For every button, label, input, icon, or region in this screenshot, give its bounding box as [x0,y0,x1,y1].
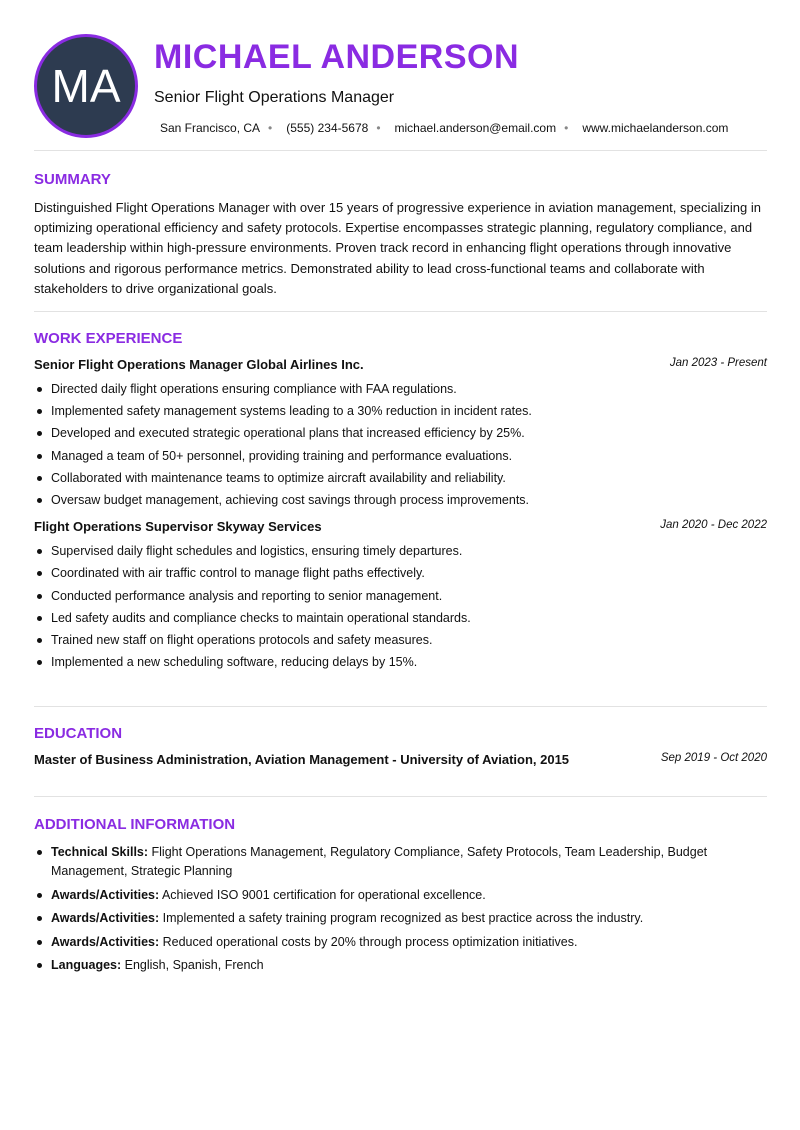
item-text: Achieved ISO 9001 certification for operational excellence. [159,887,486,902]
job-role: Senior Flight Operations Manager Global Airlines Inc. [34,357,364,372]
education-section [34,725,767,773]
website[interactable]: www.michaelanderson.com [582,121,729,135]
job-bullet: Conducted performance analysis and reporting to senior management. [34,585,767,607]
summary-section [34,171,767,299]
education-date: Sep 2019 - Oct 2020 [660,752,767,764]
job-bullet: Managed a team of 50+ personnel, providing training and performance evaluations. [34,445,767,467]
job-bullet: Trained new staff on flight operations protocols and safety measures. [34,629,767,651]
item-label: Awards/Activities: [51,911,160,925]
job-role: Flight Operations Supervisor Skyway Services [34,519,322,535]
degree: Master of Business Administration, Aviation Management - University of Aviation, 2015 [34,752,570,767]
item-text: Implemented a safety training program recognized as best practice across the industry. [159,911,644,925]
additional-item [34,933,767,952]
job-entry [34,357,767,511]
section-heading: SUMMARY [34,171,111,188]
divider [34,796,767,797]
additional-item [34,886,767,905]
item-label: Languages: [51,958,122,972]
job-bullet: Implemented safety management systems leading to a 30% reduction in incident rates. [34,400,767,422]
job-bullet: Implemented a new scheduling software, reducing delays by 15%. [34,651,767,673]
divider [34,150,767,151]
item-label: Awards/Activities: [51,887,160,902]
summary-text: Distinguished Flight Operations Manager with over 15 years of progressive experience in aviation management, specializing in optimizing operational efficiency and safety protocols. Expertise encompasses strategic planning, regulatory compliance, and team leadership within high-pressure environments. Proven track record in enhancing flight operations through innovative solutions and rigorous performance metrics. Demonstrated ability to lead cross-functional teams and collaborate with stakeholders to drive organizational goals. [34,200,761,296]
candidate-name: MICHAEL ANDERSON [154,38,520,76]
divider [34,706,767,707]
job-bullet: Supervised daily flight schedules and logistics, ensuring timely departures. [34,540,767,562]
job-title: Senior Flight Operations Manager [154,89,395,106]
job-bullet: Developed and executed strategic operational plans that increased efficiency by 25%. [34,422,767,444]
email[interactable]: michael.anderson@email.com [394,121,557,135]
work-section [34,330,767,673]
education-entry [34,752,767,767]
divider [34,311,767,312]
contact-info: San Francisco, CA • (555) 234-5678 • michael.anderson@email.com • www.michaelanderson.com [160,121,729,135]
item-text: Flight Operations Management, Regulatory Compliance, Safety Protocols, Team Leadership, Budget Management, Strategic Planning [51,845,708,878]
item-label: Awards/Activities: [51,934,160,949]
location: San Francisco, CA [160,121,261,135]
job-bullet: Oversaw budget management, achieving cost savings through process improvements. [34,489,767,511]
job-bullet: Coordinated with air traffic control to manage flight paths effectively. [34,562,767,584]
item-text: Reduced operational costs by 20% through process optimization initiatives. [159,934,578,949]
job-bullet: Collaborated with maintenance teams to optimize aircraft availability and reliability. [34,467,767,489]
additional-item [34,909,767,928]
additional-item [34,956,767,975]
job-bullet: Led safety audits and compliance checks to maintain operational standards. [34,607,767,629]
job-entry [34,519,767,673]
phone: (555) 234-5678 [286,121,369,135]
item-label: Technical Skills: [51,845,149,859]
job-date: Jan 2020 - Dec 2022 [660,519,767,532]
section-heading: WORK EXPERIENCE [34,330,183,347]
job-bullet: Directed daily flight operations ensuring compliance with FAA regulations. [34,378,767,400]
additional-section [34,816,767,980]
job-date: Jan 2023 - Present [669,357,767,369]
item-text: English, Spanish, French [121,958,264,972]
additional-item [34,843,767,881]
avatar: MA [34,34,138,138]
section-heading: ADDITIONAL INFORMATION [34,816,236,833]
section-heading: EDUCATION [34,725,123,742]
